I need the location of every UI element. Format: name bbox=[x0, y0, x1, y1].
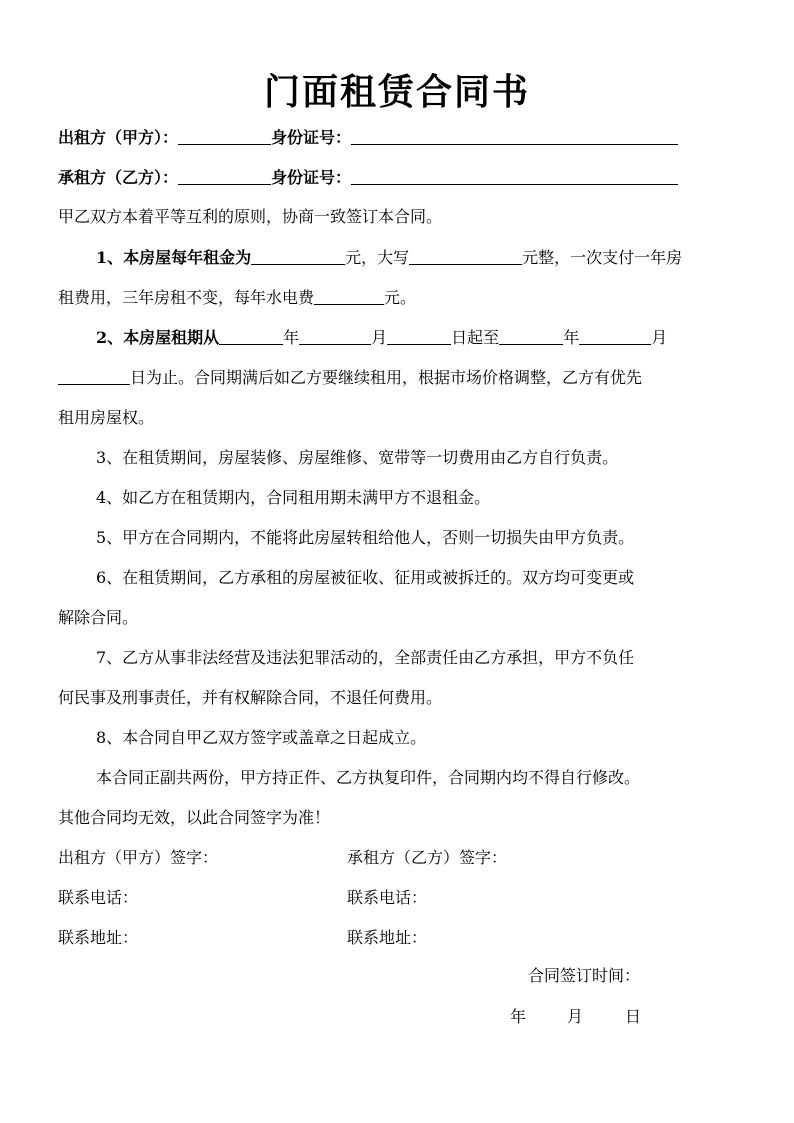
end-year-blank[interactable] bbox=[499, 328, 563, 345]
clause-1-cont bbox=[58, 288, 416, 308]
party-a-signature: 出租方（甲方）签字： bbox=[58, 848, 219, 867]
document-title: 门面租赁合同书 bbox=[263, 71, 530, 113]
closing: 本合同正副共两份，甲方持正件、乙方执复印件，合同期内均不得自行修改。 bbox=[96, 768, 641, 787]
year-label: 年 bbox=[283, 328, 300, 347]
party-b-name-blank[interactable] bbox=[178, 168, 271, 185]
rent-words-blank[interactable] bbox=[409, 248, 522, 265]
party-a-phone: 联系电话： bbox=[58, 888, 139, 907]
month-label: 月 bbox=[651, 328, 668, 347]
clause-6-cont: 解除合同。 bbox=[58, 608, 139, 627]
clause-2 bbox=[96, 328, 667, 348]
intro: 甲乙双方本着平等互利的原则，协商一致签订本合同。 bbox=[58, 207, 443, 226]
clause-1-text: 元，大写 bbox=[345, 248, 410, 267]
clause-1-text: 元。 bbox=[384, 288, 417, 307]
start-year-blank[interactable] bbox=[219, 328, 283, 345]
clause-1-text: 元整，一次支付一年房 bbox=[522, 248, 683, 267]
clause-5: 5、甲方在合同期内，不能将此房屋转租给他人，否则一切损失由甲方负责。 bbox=[96, 528, 635, 547]
clause-1-text: 租费用，三年房租不变，每年水电费 bbox=[58, 288, 315, 307]
clause-6: 6、在租赁期间，乙方承租的房屋被征收、征用或被拆迁的。双方均可变更或 bbox=[96, 568, 635, 587]
closing-cont: 其他合同均无效，以此合同签字为准！ bbox=[58, 808, 331, 827]
clause-7-cont: 何民事及刑事责任，并有权解除合同，不退任何费用。 bbox=[58, 688, 443, 707]
clause-4: 4、如乙方在租赁期内，合同租用期未满甲方不退租金。 bbox=[96, 488, 491, 507]
clause-7: 7、乙方从事非法经营及违法犯罪活动的，全部责任由乙方承担，甲方不负任 bbox=[96, 648, 635, 667]
clause-2-text: 2、本房屋租期从 bbox=[96, 328, 220, 347]
signing-date-label: 合同签订时间： bbox=[528, 966, 641, 985]
party-b-signature: 承租方（乙方）签字： bbox=[347, 848, 508, 867]
party-a-id-label: 身份证号： bbox=[271, 128, 352, 147]
clause-2-end: 租用房屋权。 bbox=[58, 408, 155, 427]
party-b-phone: 联系电话： bbox=[347, 888, 428, 907]
start-month-blank[interactable] bbox=[299, 328, 371, 345]
party-a-address: 联系地址： bbox=[58, 928, 139, 947]
clause-2-text: 日为止。合同期满后如乙方要继续租用，根据市场价格调整，乙方有优先 bbox=[130, 368, 643, 387]
party-a-line bbox=[58, 128, 678, 148]
party-b-label: 承租方（乙方）： bbox=[58, 168, 179, 187]
clause-1 bbox=[96, 248, 682, 268]
year-label: 年 bbox=[563, 328, 580, 347]
clause-8: 8、本合同自甲乙双方签字或盖章之日起成立。 bbox=[96, 728, 427, 747]
party-a-id-blank[interactable] bbox=[351, 128, 678, 145]
end-day-blank[interactable] bbox=[58, 368, 130, 385]
day-label: 日起至 bbox=[451, 328, 500, 347]
date-year: 年 bbox=[510, 1007, 527, 1026]
utility-blank[interactable] bbox=[314, 288, 384, 305]
end-month-blank[interactable] bbox=[579, 328, 651, 345]
party-b-line bbox=[58, 168, 678, 188]
party-a-label: 出租方（甲方）： bbox=[58, 128, 179, 147]
party-b-id-blank[interactable] bbox=[351, 168, 678, 185]
clause-1-text: 1、本房屋每年租金为 bbox=[96, 248, 252, 267]
clause-3: 3、在租赁期间，房屋装修、房屋维修、宽带等一切费用由乙方自行负责。 bbox=[96, 448, 619, 467]
date-day: 日 bbox=[625, 1007, 642, 1026]
rent-blank[interactable] bbox=[251, 248, 345, 265]
clause-2-cont bbox=[58, 368, 642, 388]
date-month: 月 bbox=[567, 1007, 584, 1026]
month-label: 月 bbox=[371, 328, 388, 347]
party-a-name-blank[interactable] bbox=[178, 128, 271, 145]
party-b-id-label: 身份证号： bbox=[271, 168, 352, 187]
start-day-blank[interactable] bbox=[387, 328, 451, 345]
party-b-address: 联系地址： bbox=[347, 928, 428, 947]
